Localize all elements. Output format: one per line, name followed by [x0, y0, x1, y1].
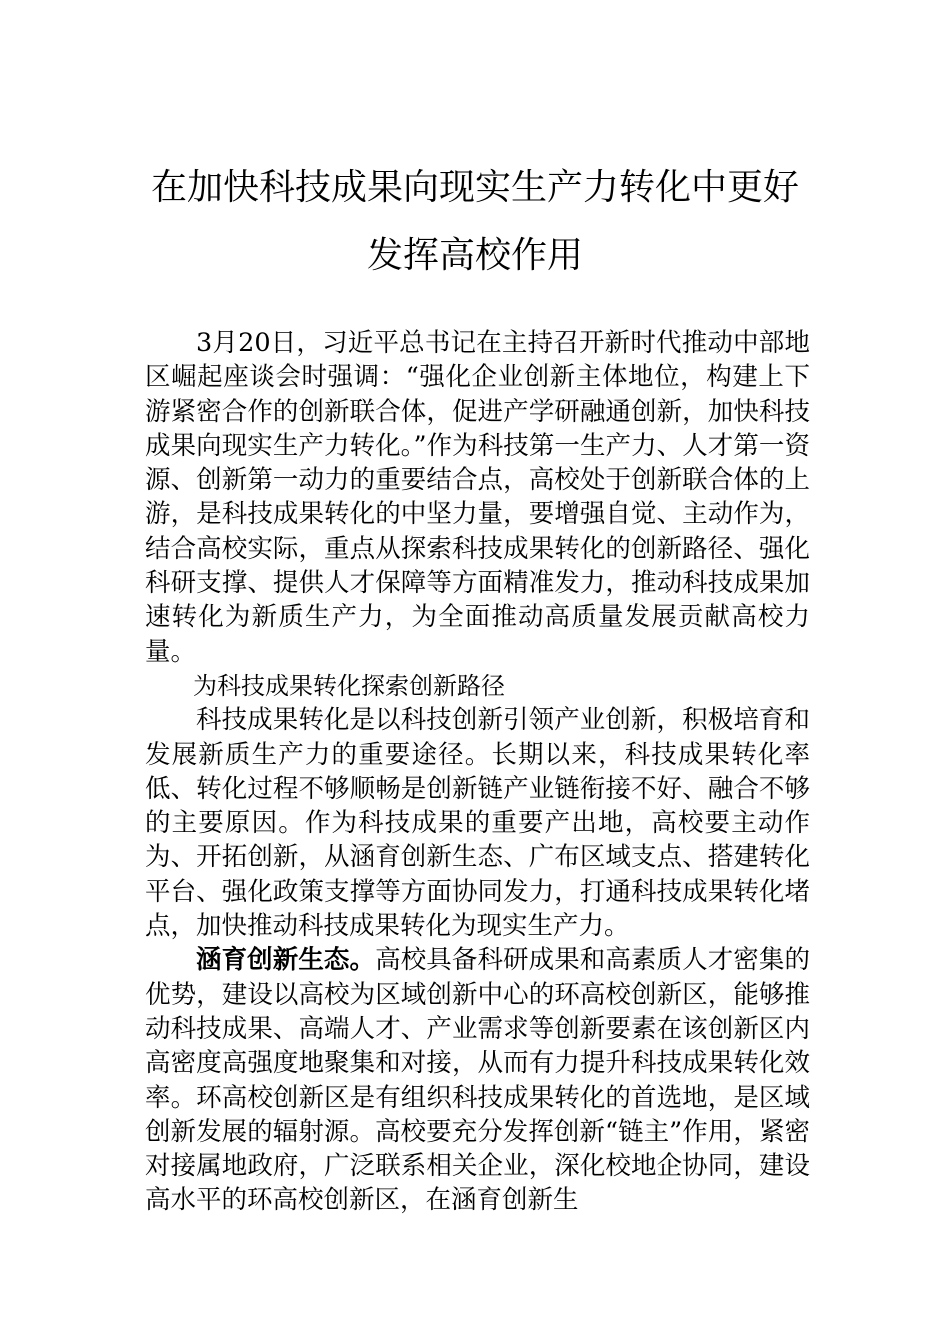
document-body: [145, 326, 810, 1218]
paragraph-lead-phrase: 涵育创新生态。: [196, 945, 376, 976]
paragraph-section-intro: 科技成果转化是以科技创新引领产业创新，积极培育和发展新质生产力的重要途径。长期以来，科技成果转化率低、转化过程不够顺畅是创新链产业链衔接不好、融合不够的主要原因。作为科技成果的重要产出地，高校要主动作为、开拓创新，从涵育创新生态、广布区域支点、搭建转化平台、强化政策支撑等方面协同发力，打通科技成果转化堵点，加快推动科技成果转化为现实生产力。: [145, 705, 810, 942]
paragraph-innovation-ecology-text: 高校具备科研成果和高素质人才密集的优势，建设以高校为区域创新中心的环高校创新区，能够推动科技成果、高端人才、产业需求等创新要素在该创新区内高密度高强度地聚集和对接，从而有力提升科技成果转化效率。环高校创新区是有组织科技成果转化的首选地，是区域创新发展的辐射源。高校要充分发挥创新“链主”作用，紧密对接属地政府，广泛联系相关企业，深化校地企协同，建设高水平的环高校创新区，在涵育创新生: [145, 945, 810, 1216]
document-title-line-1: 在加快科技成果向现实生产力转化中更好: [150, 167, 799, 208]
paragraph-intro: 3月20日，习近平总书记在主持召开新时代推动中部地区崛起座谈会时强调：“强化企业创新主体地位，构建上下游紧密合作的创新联合体，促进产学研融通创新，加快科技成果向现实生产力转化。”作为科技第一生产力、人才第一资源、创新第一动力的重要结合点，高校处于创新联合体的上游，是科技成果转化的中坚力量，要增强自觉、主动作为，结合高校实际，重点从探索科技成果转化的创新路径、强化科研支撑、提供人才保障等方面精准发力，推动科技成果加速转化为新质生产力，为全面推动高质量发展贡献高校力量。: [145, 328, 810, 667]
document-title-line-2: 发挥高校作用: [366, 235, 583, 276]
section-heading: 为科技成果转化探索创新路径: [193, 671, 505, 700]
paragraph-innovation-ecology: [145, 943, 810, 1217]
